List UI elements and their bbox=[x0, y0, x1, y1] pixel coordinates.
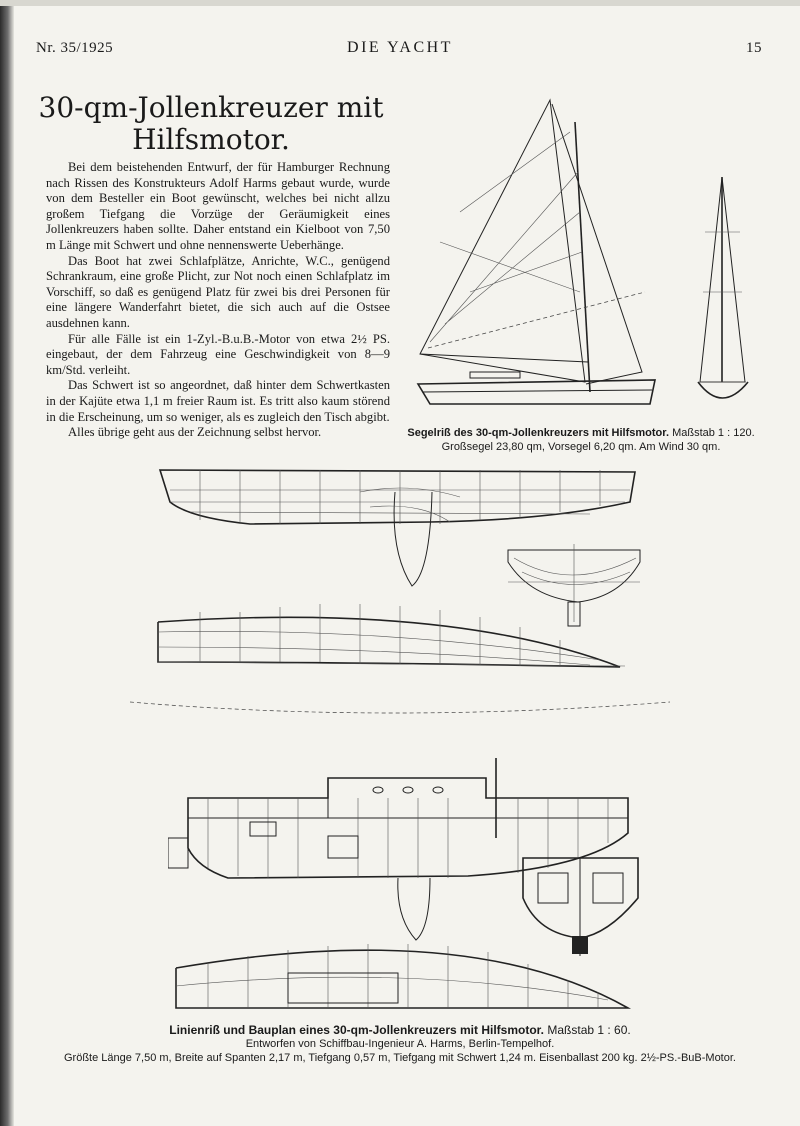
magazine-title: DIE YACHT bbox=[347, 39, 453, 56]
binding-shadow bbox=[0, 0, 14, 1126]
article-paragraph: Alles übrige geht aus der Zeichnung selbst hervor. bbox=[68, 425, 322, 440]
lines-plan-caption-title: Linienriß und Bauplan eines 30-qm-Jollenkreuzers mit Hilfsmotor. bbox=[169, 1023, 545, 1037]
lines-plan-caption-line1 bbox=[30, 1023, 770, 1037]
sail-plan-caption-line1 bbox=[396, 426, 766, 440]
construction-plan-drawing bbox=[168, 758, 668, 1020]
article-paragraph: Bei dem beistehenden Entwurf, der für Hamburger Rechnung nach Rissen des Konstrukteurs Adolf Harms gebaut wurde, wurde von dem Besteller ein Boot gewünscht, welches bei nicht allzu großem Tiefgang die Vorzüge der Geräumigkeit eines Jollenkreuzers haben sollte. Daher entstand ein Kielboot von 7,50 m Länge mit Schwert und ohne nennenswerte Ueberhänge. bbox=[46, 160, 390, 252]
article-title-line2: Hilfsmotor. bbox=[132, 123, 290, 156]
page-number: 15 bbox=[746, 40, 762, 56]
sail-plan-scale: Maßstab 1 : 120. bbox=[672, 427, 755, 439]
lines-plan-caption-line3: Größte Länge 7,50 m, Breite auf Spanten 2,17 m, Tiefgang 0,57 m, Tiefgang mit Schwert 1,24 m. Eisenballast 200 kg. 2½-PS.-BuB-Motor. bbox=[64, 1052, 736, 1064]
issue-number: Nr. 35/1925 bbox=[36, 40, 114, 56]
sail-plan-drawing bbox=[400, 92, 770, 422]
lines-plan-caption bbox=[30, 1023, 770, 1065]
lines-plan-scale: Maßstab 1 : 60. bbox=[547, 1023, 631, 1037]
sail-plan-caption bbox=[396, 426, 766, 454]
article-paragraph: Für alle Fälle ist ein 1-Zyl.-B.u.B.-Motor von etwa 2½ PS. eingebaut, der dem Fahrzeug eine Geschwindigkeit von 8—9 km/Std. verleiht. bbox=[46, 331, 390, 377]
article-paragraph: Das Schwert ist so angeordnet, daß hinter dem Schwertkasten in der Kajüte etwa 1,1 m freier Raum ist. Es tritt also kaum störend in die Erscheinung, um so weniger, als es zugleich den Tisch abgibt. bbox=[46, 378, 390, 424]
article-paragraph: Das Boot hat zwei Schlafplätze, Anrichte, W.C., genügend Schrankraum, eine große Plicht, zur Not noch einen Schlafplatz im Vorschiff, so daß es genügend Platz für zwei bis drei Personen für eine längere Wanderfahrt bietet, die sich auch auf die Ostsee ausdehnen kann. bbox=[46, 253, 390, 330]
lines-plan-drawing bbox=[130, 462, 670, 722]
sail-plan-caption-line2: Großsegel 23,80 qm, Vorsegel 6,20 qm. Am Wind 30 qm. bbox=[441, 441, 721, 453]
article-body bbox=[46, 160, 390, 441]
article-title bbox=[36, 92, 386, 156]
lines-plan-caption-line2: Entworfen von Schiffbau-Ingenieur A. Harms, Berlin-Tempelhof. bbox=[245, 1038, 555, 1050]
sail-plan-caption-title: Segelriß des 30-qm-Jollenkreuzers mit Hilfsmotor. bbox=[407, 427, 670, 439]
article-title-line1: 30-qm-Jollenkreuzer mit bbox=[38, 91, 384, 124]
page-top-edge bbox=[0, 0, 800, 6]
